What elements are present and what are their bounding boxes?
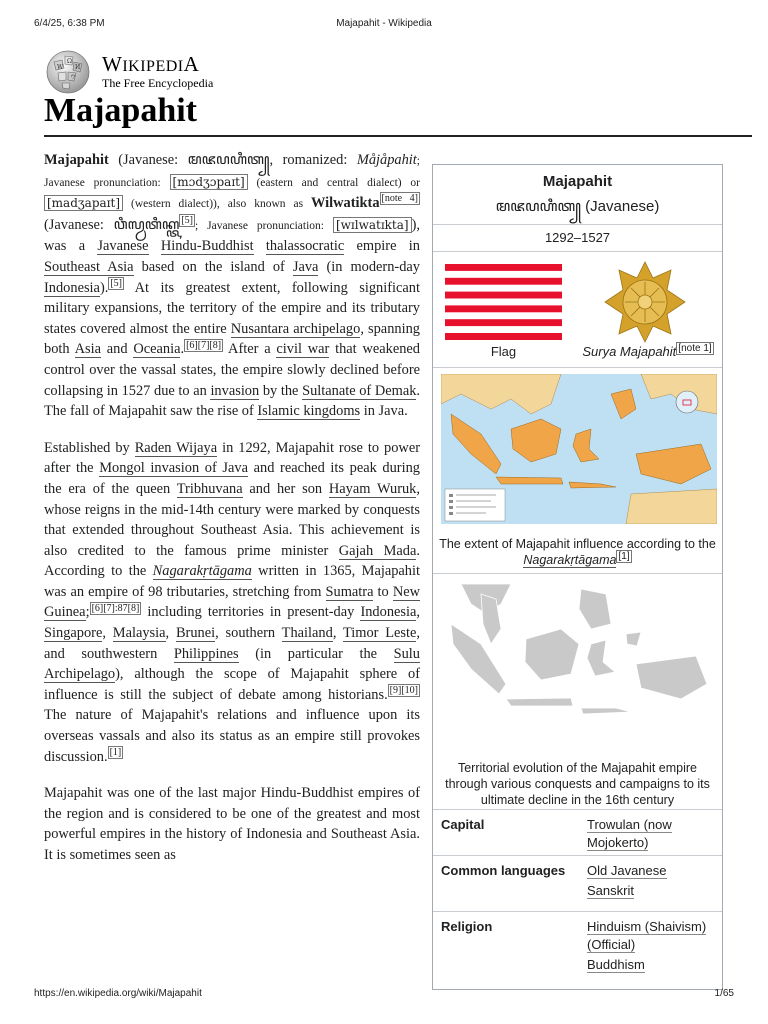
infobox-label: Common languages	[441, 863, 566, 878]
intro-paragraph-3: Majapahit was one of the last major Hindu-Buddhist empires of the region and is considered to be one of the greatest and most powerful empires in the history of Indonesia and Southeast Asia. It is sometimes seen as	[44, 785, 420, 863]
footnote-link[interactable]: [5]	[110, 277, 123, 289]
footnote-link[interactable]: [note 1]	[678, 342, 712, 354]
text-run: in 1292, Majapahit rose to power after the	[44, 439, 421, 477]
text-run: (in modern-day	[318, 258, 420, 275]
alt-name: Wilwatikta	[311, 195, 380, 212]
text-run: in Java.	[360, 403, 408, 420]
extent-map-image[interactable]	[441, 374, 717, 524]
caption-text: The extent of Majapahit influence according to the	[439, 537, 716, 551]
text-run: The nature of Majapahit's relations and influence upon its overseas vassals and also its status as an empire still provokes discussion.	[44, 707, 420, 765]
text-run: , spanning both	[44, 320, 420, 358]
article-link[interactable]: Asia	[74, 341, 101, 358]
infobox-value	[587, 862, 714, 900]
infobox-map-extent	[433, 368, 722, 574]
language-link[interactable]: Sanskrit	[587, 883, 634, 898]
article-link[interactable]: thalassocratic	[265, 238, 345, 255]
print-header	[34, 18, 734, 32]
svg-text:ウ: ウ	[70, 74, 77, 81]
ipa-pronunciation[interactable]: [mɔdʒɔpaɪt]	[170, 174, 248, 190]
text-run: , and southwestern	[44, 625, 421, 662]
text-run: ; Javanese pronunciation:	[194, 219, 333, 232]
text-run: ).	[99, 279, 109, 296]
text-run: (eastern and central dialect) or	[247, 176, 420, 189]
print-url: https://en.wikipedia.org/wiki/Majapahit	[34, 988, 202, 999]
print-page-title: Majapahit - Wikipedia	[336, 18, 432, 29]
article-link[interactable]: Singapore	[44, 625, 103, 642]
wordmark-part: A	[183, 52, 200, 76]
infobox-label: Capital	[441, 817, 485, 832]
text-run: and	[100, 341, 134, 358]
infobox-value	[587, 816, 714, 852]
article-link[interactable]: Raden Wijaya	[134, 439, 218, 456]
religion-link[interactable]: Hinduism (Shaivism) (Official)	[587, 919, 707, 952]
text-run: At its greatest extent, following significant military expansions, the territory of the empire and its tributary states covered almost the entire	[44, 279, 420, 337]
romanized-name: Måjåpahit	[356, 152, 417, 168]
footnote-link[interactable]: [9][10]	[389, 685, 418, 697]
title-divider	[44, 135, 752, 137]
text-run	[254, 238, 266, 254]
text-run: (in particular the	[238, 645, 394, 662]
page-title: Majapahit	[44, 92, 197, 129]
emblem-caption	[573, 344, 723, 359]
article-link[interactable]: Sultanate of Demak	[302, 382, 417, 399]
ipa-pronunciation[interactable]: [madʒapaɪt]	[44, 195, 123, 211]
wikipedia-wordmark	[102, 52, 199, 77]
text-run: . The fall of Majapahit saw the rise of	[44, 382, 421, 420]
print-datetime: 6/4/25, 6:38 PM	[34, 18, 105, 29]
article-link[interactable]: Islamic kingdoms	[257, 403, 361, 420]
religion-link[interactable]: Buddhism	[587, 957, 645, 972]
language-link[interactable]: Old Javanese	[587, 863, 667, 878]
article-link[interactable]: Hayam Wuruk	[328, 480, 417, 497]
capital-link[interactable]: Trowulan (now Mojokerto)	[587, 817, 672, 850]
article-link[interactable]: Malaysia	[112, 625, 166, 642]
svg-text:И: И	[75, 64, 81, 71]
text-run: . According to the	[44, 542, 420, 580]
text-run: by the	[259, 382, 303, 399]
footnote-link[interactable]: [1]	[618, 550, 630, 562]
intro-paragraph-1	[44, 150, 420, 422]
caption-link[interactable]: Nagarakṛtāgama	[523, 553, 617, 567]
text-run: based on the island of	[133, 258, 293, 275]
infobox-title: Majapahit	[542, 173, 613, 190]
text-run: Established by	[44, 439, 135, 456]
text-run: ;	[85, 604, 90, 621]
infobox-value	[587, 918, 714, 974]
extent-map-caption	[437, 536, 718, 568]
emblem-caption-text: Surya Majapahit	[582, 344, 677, 359]
print-page-number: 1/65	[714, 988, 734, 999]
flag-caption: Flag	[490, 344, 517, 359]
text-run: , southern	[215, 625, 282, 642]
text-run: written in 1365, Majapahit was an empire of 98 tributaries, stretching from	[44, 563, 420, 600]
text-run: ,	[102, 625, 113, 642]
svg-text:W: W	[57, 64, 64, 71]
article-link[interactable]: Javanese	[97, 238, 149, 255]
text-run: , whose reigns in the mid-14th century were marked by conquests that extended throughout Southeast Asia. This achievement is also credited to the famous prime minister	[44, 480, 420, 559]
text-run: empire in	[344, 238, 420, 255]
article-link[interactable]: Timor Leste	[342, 625, 417, 642]
article-link[interactable]: Thailand	[281, 625, 333, 642]
text-run: (Javanese: ꦩꦗꦥꦲꦶꦠ꧀, romanized:	[108, 152, 357, 168]
infobox-row-languages	[433, 856, 722, 912]
wordmark-part: W	[102, 52, 123, 76]
text-run: ,	[165, 625, 176, 642]
infobox-emblems	[433, 252, 722, 368]
print-footer	[34, 988, 734, 1002]
flag-image[interactable]	[445, 264, 562, 340]
footnote-link[interactable]: [5]	[181, 214, 193, 226]
surya-majapahit-emblem-image[interactable]	[603, 260, 687, 344]
wikipedia-globe-icon	[44, 48, 92, 94]
text-run: to	[373, 583, 393, 600]
text-run: that weakened control over the vassal states, the empire slowly declined before collapsing in 1527 due to an	[44, 341, 420, 399]
wikipedia-tagline: The Free Encyclopedia	[102, 76, 214, 90]
article-link[interactable]: Nusantara archipelago	[230, 320, 361, 337]
footnote-link[interactable]: [6][7]:87[8]	[91, 602, 140, 614]
article-link[interactable]: Indonesia	[360, 604, 417, 621]
text-run: ), was a	[44, 216, 420, 255]
text-run	[149, 238, 161, 254]
text-run: including territories in present-day	[141, 604, 361, 621]
text-run: ,	[332, 625, 343, 642]
article-link[interactable]: Philippines	[173, 645, 239, 662]
infobox-native-name	[433, 194, 722, 225]
article-link[interactable]: Sulu Archipelago	[44, 645, 420, 683]
article-subject: Majapahit	[44, 152, 109, 168]
article-link[interactable]: Tribhuvana	[176, 480, 243, 497]
native-lang-label: (Javanese)	[581, 198, 660, 215]
javanese-script: ꦩꦗꦥꦲꦶꦠ꧀	[495, 198, 582, 215]
article-link[interactable]: Gajah Mada	[338, 542, 417, 559]
territorial-evolution-map-image[interactable]	[451, 584, 707, 754]
article-link[interactable]: Hindu-Buddhist	[160, 238, 254, 255]
footnote-link[interactable]: [6][7][8]	[186, 339, 222, 351]
text-run: and reached its peak during the era of the queen	[44, 460, 420, 497]
ipa-pronunciation[interactable]: [wɪlwatɪkta]	[333, 217, 412, 233]
text-run: (western dialect)), also known as	[123, 198, 312, 211]
text-run: .	[180, 341, 185, 358]
article-link[interactable]: Brunei	[175, 625, 216, 642]
svg-text:Ω: Ω	[67, 58, 72, 65]
infobox-map-evolution	[433, 574, 722, 810]
text-run: ,	[416, 604, 420, 621]
text-run: ; Javanese pronunciation:	[44, 155, 420, 189]
text-run: and her son	[242, 480, 329, 497]
article-link[interactable]: Indonesia	[44, 279, 100, 296]
article-link[interactable]: New Guinea	[44, 583, 420, 621]
text-run: After a	[223, 341, 277, 358]
article-link[interactable]: Sumatra	[325, 583, 374, 600]
footnote-link[interactable]: [note 4]	[381, 193, 418, 205]
text-run: ), although the scope of Majapahit sphere of influence is still the subject of debate among historians.	[44, 666, 420, 703]
article-link[interactable]: Java	[292, 258, 319, 275]
wikipedia-logo[interactable]	[44, 46, 244, 96]
evolution-map-caption: Territorial evolution of the Majapahit empire through various conquests and campaigns to its ultimate decline in the 16th century	[445, 761, 710, 807]
article-link[interactable]: Oceania	[133, 341, 181, 358]
article-link[interactable]: Mongol invasion of Java	[99, 460, 248, 477]
infobox-row-capital	[433, 810, 722, 856]
infobox-row-religion	[433, 912, 722, 990]
article-link[interactable]: civil war	[276, 341, 330, 358]
footnote-link[interactable]: [1]	[109, 746, 122, 758]
infobox-years: 1292–1527	[433, 225, 722, 252]
article-link[interactable]: invasion	[210, 382, 260, 399]
infobox-header	[433, 165, 722, 225]
text-run: (Javanese: ꦮꦶꦭ꧀ꦮꦠꦶꦏ꧀ꦠ	[44, 216, 180, 233]
article-body	[44, 150, 420, 882]
intro-paragraph-2	[44, 438, 420, 768]
infobox-label: Religion	[441, 919, 493, 934]
article-link[interactable]: Southeast Asia	[44, 258, 134, 275]
wordmark-part: IKIPEDI	[122, 58, 184, 75]
infobox	[432, 164, 723, 990]
article-link[interactable]: Nagarakṛtāgama	[152, 563, 252, 580]
